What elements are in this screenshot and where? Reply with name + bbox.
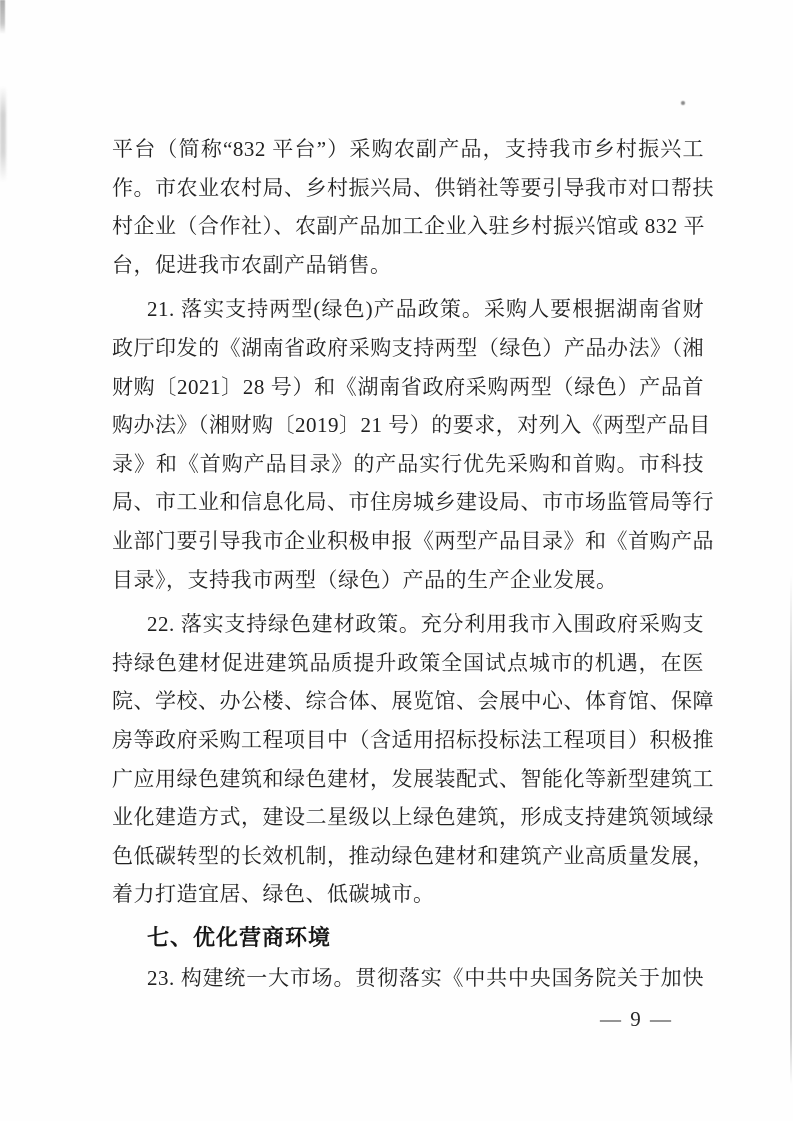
scan-artifact-right-page-edge <box>790 575 792 1085</box>
text-line: 广应用绿色建筑和绿色建材，发展装配式、智能化等新型建筑工 <box>112 766 714 791</box>
paragraph-item-21 <box>112 290 714 599</box>
text-line: 村企业（合作社）、农副产品加工企业入驻乡村振兴馆或 832 平 <box>112 214 705 239</box>
text-line: 局、市工业和信息化局、市住房城乡建设局、市市场监管局等行 <box>112 490 714 515</box>
text-line: 政厅印发的《湖南省政府采购支持两型（绿色）产品办法》（湘 <box>112 335 704 360</box>
text-line: 业部门要引导我市企业积极申报《两型产品目录》和《首购产品 <box>112 528 714 553</box>
text-line: 作。市农业农村局、乡村振兴局、供销社等要引导我市对口帮扶 <box>112 175 714 200</box>
page-number: — 9 — <box>600 1007 673 1031</box>
paragraph-item-23 <box>112 959 704 998</box>
text-line: 着力打造宜居、绿色、低碳城市。 <box>112 882 435 907</box>
document-body <box>112 130 714 998</box>
text-line: 房等政府采购工程项目中（含适用招标投标法工程项目）积极推 <box>112 727 714 752</box>
text-line: 平台（简称“832 平台”）采购农副产品，支持我市乡村振兴工 <box>112 137 704 161</box>
text-line: 院、学校、办公楼、综合体、展览馆、会展中心、体育馆、保障 <box>112 689 714 714</box>
scan-artifact-dot <box>681 101 685 105</box>
scan-artifact-top-left-edge <box>0 0 5 34</box>
text-line: 23. 构建统一大市场。贯彻落实《中共中央国务院关于加快 <box>147 966 704 991</box>
text-line: 色低碳转型的长效机制，推动绿色建材和建筑产业高质量发展， <box>112 843 714 868</box>
text-line: 业化建造方式，建设二星级以上绿色建筑，形成支持建筑领域绿 <box>112 805 714 830</box>
text-line: 录》和《首购产品目录》的产品实行优先采购和首购。市科技 <box>112 451 704 476</box>
text-line: 台，促进我市农副产品销售。 <box>112 252 392 277</box>
text-line: 目录》，支持我市两型（绿色）产品的生产企业发展。 <box>112 567 618 592</box>
text-line: 持绿色建材促进建筑品质提升政策全国试点城市的机遇，在医 <box>112 650 704 675</box>
text-line: 21. 落实支持两型(绿色)产品政策。采购人要根据湖南省财 <box>147 297 704 322</box>
scan-artifact-left-smudge <box>0 86 6 182</box>
paragraph-item-22 <box>112 605 714 914</box>
text-line: 22. 落实支持绿色建材政策。充分利用我市入围政府采购支 <box>147 612 704 637</box>
text-line: 财购〔2021〕28 号）和《湖南省政府采购两型（绿色）产品首 <box>112 374 704 399</box>
paragraph-continued-from-previous-page <box>112 130 714 284</box>
text-line: 购办法》（湘财购〔2019〕21 号）的要求，对列入《两型产品目 <box>112 413 711 438</box>
section-heading-7: 七、优化营商环境 <box>147 924 332 950</box>
